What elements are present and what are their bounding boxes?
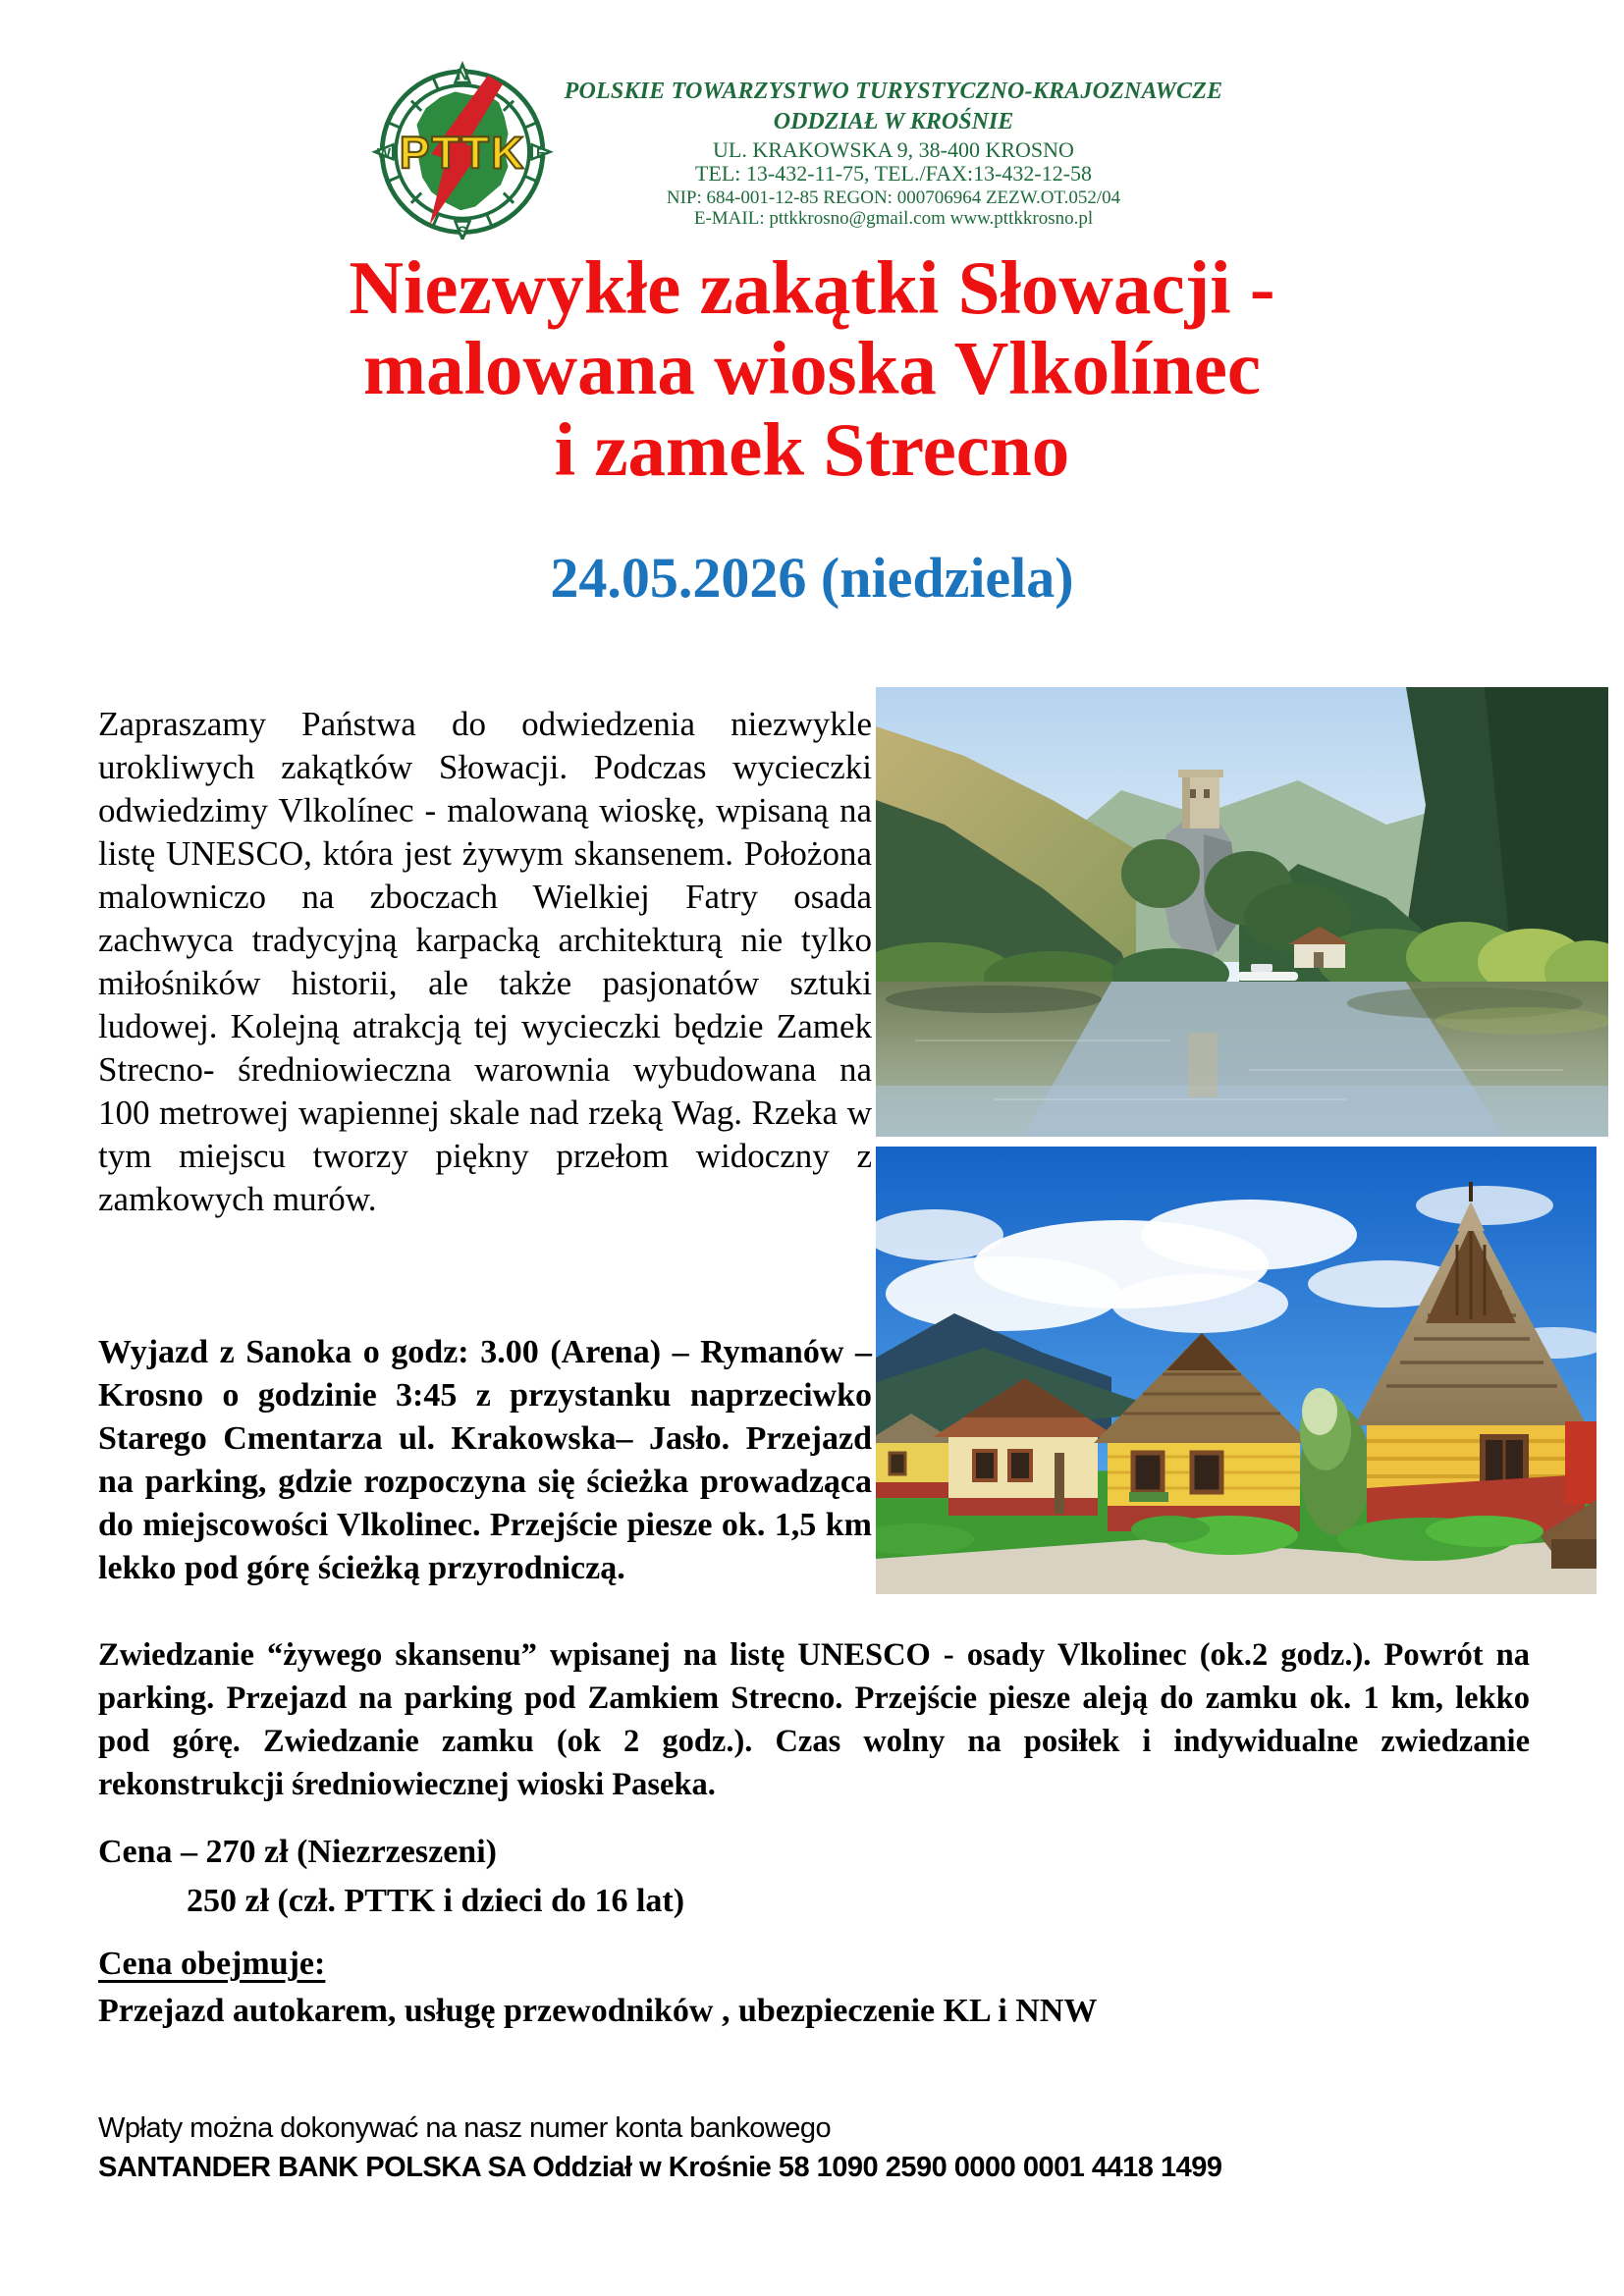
org-phone: TEL: 13-432-11-75, TEL./FAX:13-432-12-58 xyxy=(694,161,1093,187)
bank-account-line: SANTANDER BANK POLSKA SA Oddział w Krośnie 58 1090 2590 0000 0001 4418 1499 xyxy=(98,2152,1222,2183)
price-nonmembers: Cena – 270 zł (Niezrzeszeni) xyxy=(98,1834,497,1870)
price-includes-text: Przejazd autokarem, usługę przewodników , ubezpieczenie KL i NNW xyxy=(98,1993,1098,2029)
compass-n-label: N xyxy=(456,65,469,84)
page-title xyxy=(0,247,1624,490)
pttk-logo-text: PTTK xyxy=(399,127,526,179)
trip-date: 24.05.2026 (niedziela) xyxy=(550,546,1074,610)
branch-name: ODDZIAŁ W KROŚNIE xyxy=(773,108,1014,134)
program-paragraph: Zwiedzanie “żywego skansenu” wpisanej na listę UNESCO - osady Vlkolinec (ok.2 godz.). Powrót na parking. Przejazd na parking pod Zamkiem Strecno. Przejście piesze aleją do zamku ok. 1 km, lekko pod górę. Zwiedzanie zamku (ok 2 godz.). Czas wolny na posiłek i indywidualne zwiedzanie rekonstrukcji średniowiecznej wioski Paseka. xyxy=(98,1637,1530,1802)
title-line-1: Niezwykłe zakątki Słowacji - xyxy=(349,245,1275,330)
org-name: POLSKIE TOWARZYSTWO TURYSTYCZNO-KRAJOZNAWCZE xyxy=(564,79,1223,104)
compass-s-label: S xyxy=(458,224,467,240)
title-line-2: malowana wioska Vlkolínec xyxy=(362,326,1262,411)
intro-paragraph: Zapraszamy Państwa do odwiedzenia niezwykle urokliwych zakątków Słowacji. Podczas wycieczki odwiedzimy Vlkolínec - malowaną wioskę, wpisaną na listę UNESCO, która jest żywym skansenem. Położona malowniczo na zboczach Wielkiej Fatry osada zachwyca tradycyjną karpacką architekturą nie tylko miłośników historii, ale także pasjonatów sztuki ludowej. Kolejną atrakcją tej wycieczki będzie Zamek Strecno- średniowieczna warownia wybudowana na 100 metrowej wapiennej skale nad rzeką Wag. Rzeka w tym miejscu tworzy piękny przełom widoczny z zamkowych murów. xyxy=(98,705,872,1218)
compass-w-label: W xyxy=(376,146,392,163)
strecno-castle-river-photo xyxy=(876,687,1608,1137)
title-line-3: i zamek Strecno xyxy=(554,406,1070,492)
org-address: UL. KRAKOWSKA 9, 38-400 KROSNO xyxy=(713,136,1074,162)
price-members: 250 zł (czł. PTTK i dzieci do 16 lat) xyxy=(187,1883,685,1919)
org-ids: NIP: 684-001-12-85 REGON: 000706964 ZEZW.OT.052/04 xyxy=(666,187,1121,208)
compass-e-label: E xyxy=(536,146,546,163)
price-includes-heading: Cena obejmuje: xyxy=(98,1946,326,1982)
payment-info-line: Wpłaty można dokonywać na nasz numer konta bankowego xyxy=(98,2112,832,2144)
org-email-web: E-MAIL: pttkkrosno@gmail.com www.pttkkrosno.pl xyxy=(693,208,1094,230)
vlkolinec-village-photo xyxy=(876,1147,1597,1594)
header-block xyxy=(511,79,1276,230)
departure-paragraph: Wyjazd z Sanoka o godz: 3.00 (Arena) – Rymanów – Krosno o godzinie 3:45 z przystanku naprzeciwko Starego Cmentarza ul. Krakowska– Jasło. Przejazd na parking, gdzie rozpoczyna się ścieżka prowadząca do miejscowości Vlkolinec. Przejście piesze ok. 1,5 km lekko pod górę ścieżką przyrodniczą. xyxy=(98,1334,872,1586)
